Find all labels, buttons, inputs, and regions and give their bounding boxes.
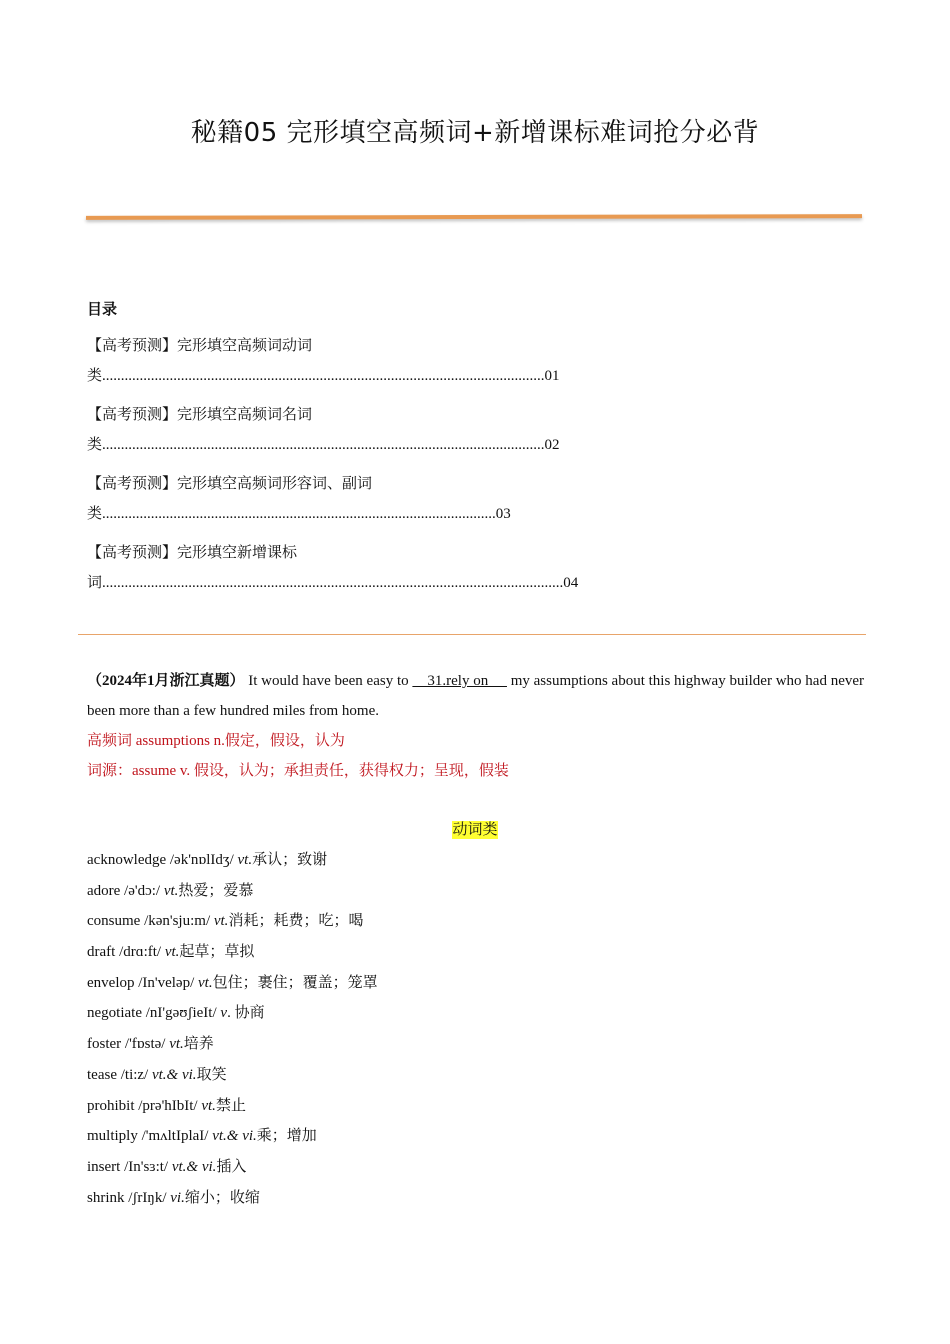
word-entry: draft /drɑ:ft/ — [87, 944, 165, 961]
list-item — [87, 906, 378, 937]
vocabulary-list — [87, 845, 378, 1213]
list-item — [87, 876, 378, 907]
toc-entry-verbs[interactable] — [87, 331, 560, 391]
word-entry: adore /ə'dɔ:/ — [87, 882, 164, 899]
toc-heading: 目录 — [87, 302, 118, 318]
toc-entry-page: 类......................................................................................................................01 — [87, 368, 560, 384]
part-of-speech: v — [220, 1005, 228, 1022]
word-entry: tease /ti:z/ — [87, 1066, 152, 1083]
word-entry: acknowledge /ək'nɒlIdʒ/ — [87, 852, 238, 868]
etymology-note: 词源：assume v. 假设，认为；承担责任，获得权力；呈现，假装 — [87, 763, 509, 779]
section-label — [0, 818, 950, 839]
toc-entry-title: 【高考预测】完形填空新增课标 — [87, 545, 298, 561]
toc-entry-page: 词...........................................................................................................................04 — [87, 575, 579, 591]
part-of-speech: vt.& vi. — [212, 1128, 257, 1145]
high-frequency-note: 高频词 assumptions n.假定，假设，认为 — [87, 733, 345, 749]
word-meaning: 消耗；耗费；吃；喝 — [228, 913, 364, 930]
part-of-speech: vt.& vi. — [151, 1066, 197, 1083]
list-item — [87, 968, 378, 999]
word-meaning: 培养 — [183, 1036, 214, 1053]
word-meaning: 包住；裹住；覆盖；笼罩 — [212, 974, 378, 991]
exam-source: （2024年1月浙江真题） — [87, 673, 245, 689]
exam-question — [87, 666, 865, 726]
list-item — [87, 1060, 378, 1091]
exam-text-after: my assumptions about this highway builder who had never been more than a few hundred miles from home. — [87, 673, 865, 719]
title-divider — [86, 214, 862, 220]
section-divider — [78, 634, 866, 635]
part-of-speech: vt. — [169, 1036, 184, 1053]
toc-entry-nouns[interactable] — [87, 400, 560, 460]
word-meaning: 乘；增加 — [256, 1128, 317, 1145]
word-entry: negotiate /nI'gəʊʃieIt/ — [87, 1005, 221, 1022]
word-meaning: 承认；致谢 — [252, 852, 328, 868]
list-item — [87, 1152, 378, 1183]
part-of-speech: vt. — [163, 882, 179, 899]
word-meaning: 缩小；收缩 — [184, 1189, 260, 1206]
word-meaning: 插入 — [216, 1158, 247, 1175]
word-entry: prohibit /prə'hIbIt/ — [87, 1097, 202, 1114]
word-meaning: 起草；草拟 — [179, 944, 255, 961]
word-meaning: 热爱；爱慕 — [178, 882, 254, 899]
exam-text-before: It would have been easy to — [244, 673, 413, 689]
list-item — [87, 998, 378, 1029]
part-of-speech: vt. — [201, 1097, 216, 1114]
part-of-speech: vt.& vi. — [171, 1158, 217, 1175]
list-item — [87, 1121, 378, 1152]
list-item — [87, 1029, 378, 1060]
word-entry: insert /In'sɜ:t/ — [87, 1158, 172, 1175]
toc-entry-adjectives[interactable] — [87, 469, 511, 529]
page-title: 秘籍05 完形填空高频词+新增课标难词抢分必背 — [190, 118, 760, 148]
word-entry: foster /'fɒstə/ — [87, 1036, 170, 1053]
toc-entry-title: 【高考预测】完形填空高频词形容词、副词 — [87, 476, 373, 492]
part-of-speech: vt. — [164, 944, 180, 961]
part-of-speech: vi. — [170, 1189, 185, 1206]
toc-entry-title: 【高考预测】完形填空高频词动词 — [87, 338, 313, 354]
word-meaning: 取笑 — [196, 1066, 227, 1083]
toc-entry-page: 类......................................................................................................................02 — [87, 437, 560, 453]
list-item — [87, 937, 378, 968]
part-of-speech: vt. — [213, 913, 229, 930]
part-of-speech: vt. — [198, 974, 213, 991]
word-entry: multiply /'mʌltIplaI/ — [87, 1128, 213, 1145]
section-label-text: 动词类 — [452, 822, 498, 838]
toc-entry-new-words[interactable] — [87, 538, 578, 598]
word-entry: consume /kən'sju:m/ — [87, 913, 214, 930]
toc-entry-page: 类.........................................................................................................03 — [87, 506, 511, 522]
word-meaning: 禁止 — [215, 1097, 246, 1114]
word-meaning: . 协商 — [227, 1005, 265, 1022]
list-item — [87, 845, 378, 876]
word-entry: envelop /In'veləp/ — [87, 974, 198, 991]
exam-blank-answer: 31.rely on — [412, 673, 507, 689]
part-of-speech: vt. — [237, 852, 253, 868]
list-item — [87, 1183, 378, 1214]
list-item — [87, 1091, 378, 1122]
toc-entry-title: 【高考预测】完形填空高频词名词 — [87, 407, 313, 423]
word-entry: shrink /ʃrIŋk/ — [87, 1189, 171, 1206]
